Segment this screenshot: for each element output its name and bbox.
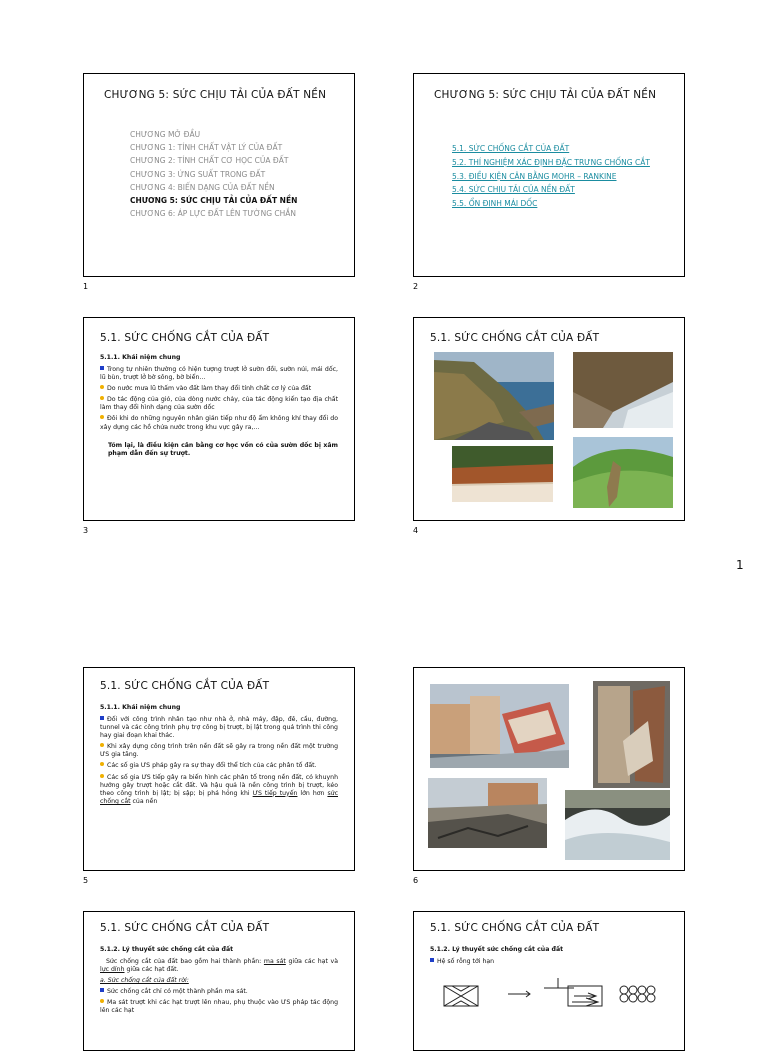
summary-text: Tóm lại, là điều kiện cân bằng cơ học vốn có của sườn dốc bị xâm phạm dẫn đến sự trượt. [108, 441, 338, 457]
slide-title: 5.1. SỨC CHỐNG CẮT CỦA ĐẤT [430, 922, 600, 934]
slide-6 [413, 667, 685, 871]
slide-title: CHƯƠNG 5: SỨC CHỊU TẢI CỦA ĐẤT NỀN [434, 89, 657, 101]
chapter-item: CHƯƠNG MỞ ĐẦU [130, 130, 201, 139]
square-bullet-icon [100, 366, 104, 370]
photo-flood-wave [565, 790, 670, 860]
section-link[interactable]: 5.4. SỨC CHỊU TẢI CỦA NỀN ĐẤT [452, 185, 575, 195]
photo-tilted-buildings [430, 684, 569, 768]
slide-7 [83, 911, 355, 1051]
slide-8 [413, 911, 685, 1051]
chapter-item: CHƯƠNG 3: ỨNG SUẤT TRONG ĐẤT [130, 169, 266, 179]
slide-title: 5.1. SỨC CHỐNG CẮT CỦA ĐẤT [430, 332, 600, 344]
square-bullet-icon [100, 716, 104, 720]
section-link[interactable]: 5.2. THÍ NGHIỆM XÁC ĐỊNH ĐẶC TRƯNG CHỐNG CẮT [452, 157, 650, 167]
dot-bullet-icon [100, 415, 104, 419]
slide-2 [413, 73, 685, 277]
subsection-heading: 5.1.2. Lý thuyết sức chống cắt của đất [100, 946, 234, 953]
slide-title: CHƯƠNG 5: SỨC CHỊU TẢI CỦA ĐẤT NỀN [104, 89, 327, 101]
chapter-item: CHƯƠNG 4: BIẾN DẠNG CỦA ĐẤT NỀN [130, 182, 275, 192]
slide-body: Hệ số rỗng tới hạn [430, 958, 668, 969]
section-link[interactable]: 5.5. ỔN ĐỊNH MÁI DỐC [452, 199, 538, 209]
chapter-item: CHƯƠNG 1: TÍNH CHẤT VẬT LÝ CỦA ĐẤT [130, 143, 283, 153]
subsection-heading: 5.1.1. Khái niệm chung [100, 704, 181, 711]
sheet-page-number: 1 [736, 558, 744, 572]
photo-collapsed-shore [573, 352, 673, 428]
photo-coastal-landslide [434, 352, 554, 440]
slide-number: 2 [413, 282, 419, 291]
slide-number: 6 [413, 876, 419, 885]
photo-mudflow [452, 446, 553, 502]
slide-body: Trong tự nhiên thường có hiện tượng trượt lở sườn đồi, sườn núi, mái dốc, lũ bùn, trượt lở bờ sông, bờ biển… Do nước mưa lũ thấm vào đất làm thay đổi tính chất cơ lý của đất Do tác động của gió, của dòng nước chảy, của tác động kiến tạo địa chất làm thay đổi hình dạng của sườn dốc Đôi khi do những nguyên nhân gián tiếp như độ ẩm không khí thay đổi do xây dựng các hồ chứa nước trong khu vực gây ra,… Tóm lại, là điều kiện cân bằng cơ học vốn có của sườn dốc bị xâm phạm dẫn đến sự trượt. [100, 366, 338, 457]
slide-number: 1 [83, 282, 89, 291]
photo-cracked-road [428, 778, 547, 848]
section-link[interactable]: 5.3. ĐIỀU KIỆN CÂN BẰNG MOHR – RANKINE [452, 171, 617, 181]
photo-damaged-wall [593, 681, 670, 788]
chapter-item: CHƯƠNG 6: ÁP LỰC ĐẤT LÊN TƯỜNG CHẮN [130, 209, 297, 219]
slide-number: 5 [83, 876, 89, 885]
dot-bullet-icon [100, 385, 104, 389]
section-link-list [452, 142, 650, 211]
dot-bullet-icon [100, 774, 104, 778]
slide-number: 3 [83, 526, 89, 535]
slide-body: Đối với công trình nhân tạo như nhà ở, nhà máy, đập, đê, cầu, đường, tunnel và các công trình phụ trợ công bị trượt, bị lật trong quá trình thi công hay giai đoạn khai thác. Khi xây dựng công trình trên nền đất sẽ gây ra trong nền đất một trường ƯS gia tăng. Các số gia ƯS pháp gây ra sự thay đổi thể tích của các phân tố đất. Các số gia ƯS tiếp gây ra biến hình các phân tố trong nền đất, có khuynh hướng gây trượt hoặc cắt đất. Và hậu quả là nền công trình bị trượt, kéo theo công trình bị lật; bị sập; bị phá hỏng khi ƯS tiếp tuyến lớn hơn sức chống cắt của nền [100, 716, 338, 805]
subsection-heading: 5.1.2. Lý thuyết sức chống cắt của đất [430, 946, 564, 953]
chapter-item-active: CHƯƠNG 5: SỨC CHỊU TẢI CỦA ĐẤT NỀN [130, 196, 298, 206]
chapter-item: CHƯƠNG 2: TÍNH CHẤT CƠ HỌC CỦA ĐẤT [130, 156, 289, 166]
slide-title: 5.1. SỨC CHỐNG CẮT CỦA ĐẤT [100, 922, 270, 934]
dot-bullet-icon [100, 999, 104, 1003]
slide-1 [83, 73, 355, 277]
slide-3 [83, 317, 355, 521]
shear-box-diagram [438, 974, 668, 1014]
dot-bullet-icon [100, 762, 104, 766]
subheading-granular-soil: a. Sức chống cắt của đất rời: [100, 977, 189, 985]
slide-5 [83, 667, 355, 871]
slide-body: Sức chống cắt của đất bao gồm hai thành phần: ma sát giữa các hạt và lực dính giữa các hạt đất. a. Sức chống cắt của đất rời: Sức chống cắt chỉ có một thành phần ma sát. Ma sát trượt khi các hạt trượt lên nhau, phụ thuộc vào ƯS pháp tác động lên các hạt [100, 958, 338, 1015]
dot-bullet-icon [100, 743, 104, 747]
dot-bullet-icon [100, 396, 104, 400]
slide-number: 4 [413, 526, 419, 535]
square-bullet-icon [100, 988, 104, 992]
slide-title: 5.1. SỨC CHỐNG CẮT CỦA ĐẤT [100, 332, 270, 344]
chapter-list [130, 128, 297, 220]
slide-title: 5.1. SỨC CHỐNG CẮT CỦA ĐẤT [100, 680, 270, 692]
section-link[interactable]: 5.1. SỨC CHỐNG CẮT CỦA ĐẤT [452, 144, 570, 153]
photo-green-hill-slide [573, 437, 673, 508]
square-bullet-icon [430, 958, 434, 962]
subsection-heading: 5.1.1. Khái niệm chung [100, 354, 181, 361]
slide-4 [413, 317, 685, 521]
